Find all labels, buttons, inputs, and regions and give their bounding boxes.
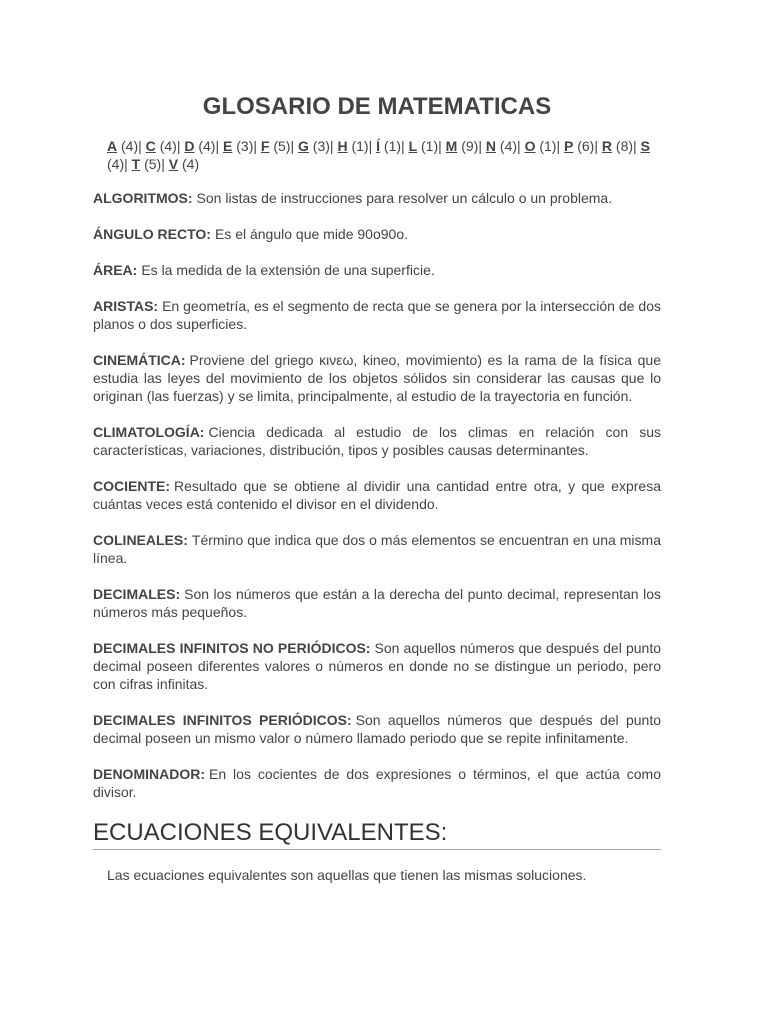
glossary-term: CLIMATOLOGÍA: (93, 424, 205, 440)
glossary-entry (93, 531, 661, 567)
alphabet-index: A (4)| C (4)| D (4)| E (3)| F (5)| G (3)| H (1)| Í (1)| L (1)| M (9)| N (4)| O (1)| P (6)| R (8)| S (4)| T (5)| V (4) (107, 138, 650, 172)
glossary-term: CINEMÁTICA: (93, 352, 186, 368)
index-letter-link[interactable]: C (145, 138, 156, 154)
glossary-entry (93, 351, 661, 405)
index-letter-count: (1) (421, 138, 439, 154)
index-letter-link[interactable]: L (408, 138, 418, 154)
index-letter-count: (4) (499, 138, 518, 154)
index-letter-count: (1) (539, 138, 557, 154)
glossary-definition: Es el ángulo que mide 90o90o. (214, 226, 409, 242)
index-letter-link[interactable]: T (131, 156, 141, 172)
page-title: GLOSARIO DE MATEMATICAS (202, 93, 552, 120)
glossary-term: DENOMINADOR: (93, 766, 205, 782)
index-letter-count: (1) (351, 138, 369, 154)
index-letter-link[interactable]: V (168, 156, 179, 172)
glossary-term: DECIMALES INFINITOS PERIÓDICOS: (93, 712, 352, 728)
glossary-definition: En los cocientes de dos expresiones o términos, el que actúa como divisor. (93, 766, 661, 800)
glossary-entry (93, 189, 661, 207)
glossary-definition: Ciencia dedicada al estudio de los climas en relación con sus características, variaciones, distribución, tipos y posibles causas determinantes. (93, 424, 661, 458)
index-letter-link[interactable]: H (337, 138, 348, 154)
glossary-definition: Proviene del griego κινεω, kineo, movimiento) es la rama de la física que estudia las leyes del movimiento de los objetos sólidos sin considerar las causas que lo originan (las fuerzas) y se limita, principalmente, al estudio de la trayectoria en función. (93, 352, 661, 404)
index-letter-link[interactable]: M (445, 138, 458, 154)
index-letter-count: (5) (273, 138, 291, 154)
index-letter-count: (6) (577, 138, 595, 154)
index-letter-link[interactable]: S (640, 138, 650, 154)
glossary-term: COCIENTE: (93, 478, 170, 494)
index-letter-count: (4) (198, 138, 216, 154)
index-letter-link[interactable]: G (298, 138, 309, 154)
glossary-term: ARISTAS: (93, 298, 159, 314)
index-letter-count: (4) (159, 138, 177, 154)
index-letter-count: (8) (615, 138, 634, 154)
index-letter-link[interactable]: D (184, 138, 195, 154)
index-letter-link[interactable]: E (223, 138, 233, 154)
index-letter-count: (3) (312, 138, 330, 154)
glossary-term: ALGORITMOS: (93, 190, 193, 206)
glossary-definition: En geometría, es el segmento de recta que se genera por la intersección de dos planos o dos superficies. (93, 298, 661, 332)
glossary-entry (93, 639, 661, 693)
index-letter-link[interactable]: O (524, 138, 536, 154)
index-letter-link[interactable]: A (107, 138, 118, 154)
index-letter-link[interactable]: Í (376, 138, 381, 154)
index-letter-count: (4) (107, 156, 125, 172)
glossary-entry (93, 477, 661, 513)
glossary-entry (93, 261, 661, 279)
glossary-term: COLINEALES: (93, 532, 188, 548)
section-body: Las ecuaciones equivalentes son aquellas que tienen las mismas soluciones. (107, 867, 587, 883)
glossary-definition: Es la medida de la extensión de una superficie. (141, 262, 435, 278)
glossary-term: DECIMALES INFINITOS NO PERIÓDICOS: (93, 640, 371, 656)
glossary-entry (93, 225, 661, 243)
glossary-term: ÁNGULO RECTO: (93, 226, 211, 242)
glossary-entry (93, 711, 661, 747)
glossary-term: DECIMALES: (93, 586, 181, 602)
index-letter-count: (9) (461, 138, 479, 154)
glossary-entries (93, 189, 661, 801)
index-letter-link[interactable]: P (564, 138, 574, 154)
index-letter-count: (1) (383, 138, 402, 154)
index-letter-count: (5) (144, 156, 162, 172)
glossary-definition: Resultado que se obtiene al dividir una cantidad entre otra, y que expresa cuántas veces está contenido el divisor en el dividendo. (93, 478, 661, 512)
glossary-entry (93, 423, 661, 459)
index-letter-count: (4) (121, 138, 139, 154)
glossary-entry (93, 765, 661, 801)
glossary-definition: Son aquellos números que después del punto decimal poseen diferentes valores o números en donde no se distingue un periodo, pero con cifras infinitas. (93, 640, 662, 692)
index-letter-link[interactable]: N (485, 138, 497, 154)
index-letter-count: (3) (236, 138, 254, 154)
glossary-term: ÁREA: (93, 262, 138, 278)
index-letter-link[interactable]: R (601, 138, 613, 154)
section-heading: ECUACIONES EQUIVALENTES: (93, 819, 661, 850)
glossary-entry (93, 297, 661, 333)
glossary-entry (93, 585, 661, 621)
glossary-definition: Son listas de instrucciones para resolver un cálculo o un problema. (196, 190, 613, 206)
index-letter-count: (4) (182, 156, 200, 172)
glossary-definition: Son aquellos números que después del punto decimal poseen un mismo valor o número llamado periodo que se repite infinitamente. (93, 712, 662, 746)
index-letter-link[interactable]: F (260, 138, 270, 154)
glossary-definition: Son los números que están a la derecha del punto decimal, representan los números más pequeños. (93, 586, 661, 620)
glossary-definition: Término que indica que dos o más elementos se encuentran en una misma línea. (93, 532, 661, 566)
